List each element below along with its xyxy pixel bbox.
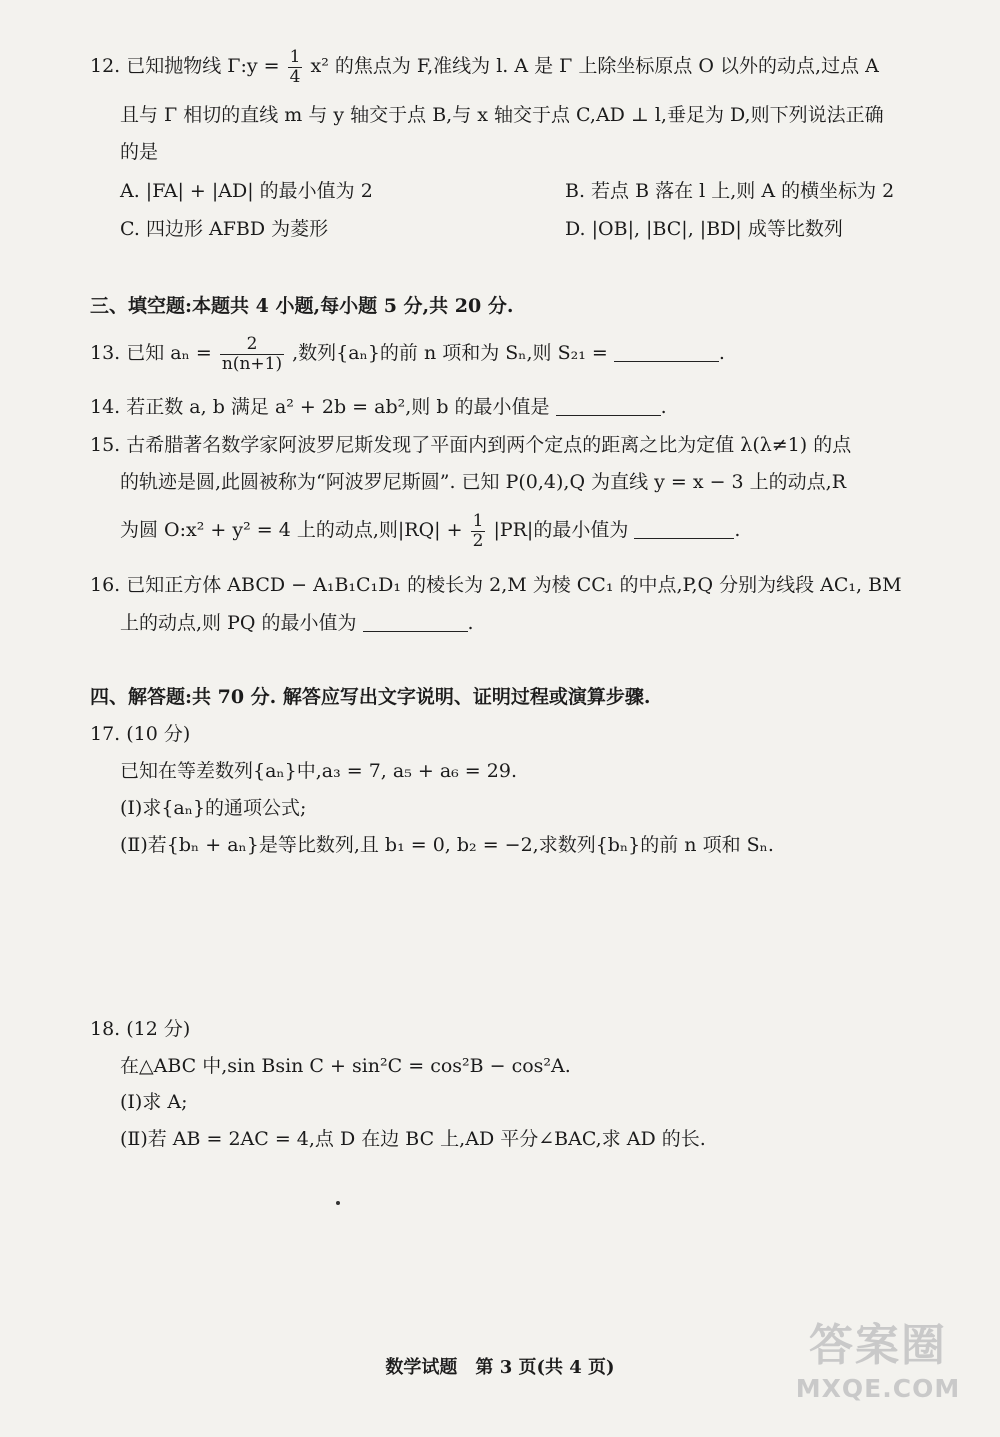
q12-frac-num: 1 [289,47,301,67]
page-footer: 数学试题 第 3 页(共 4 页) [385,1357,615,1378]
q12-option-d: D. |OB|, |BC|, |BD| 成等比数列 [565,218,843,240]
q15-frac-den: 2 [472,530,484,551]
q18-part-2: (Ⅱ)若 AB = 2AC = 4,点 D 在边 BC 上,AD 平分∠BAC,求 AD 的长. [120,1128,706,1150]
q16-line-1: 16. 已知正方体 ABCD − A₁B₁C₁D₁ 的棱长为 2,M 为棱 CC₁ 的中点,P,Q 分别为线段 AC₁, BM [90,574,902,596]
q14-line [90,398,667,417]
watermark-logo-text: 答案圈 [809,1320,947,1371]
q16-line-2 [120,614,474,633]
q18-part-1: (Ⅰ)求 A; [120,1091,188,1113]
q16-end: . [467,612,474,634]
q14-end: . [660,396,667,418]
q13-end: . [718,342,725,365]
q17-stem: 已知在等差数列{aₙ}中,a₃ = 7, a₅ + a₆ = 29. [120,760,517,782]
q18-stem: 在△ABC 中,sin Bsin C + sin²C = cos²B − cos²A. [120,1055,571,1077]
q12-line-1 [90,48,879,86]
q17-heading: 17. (10 分) [90,723,191,745]
q12-text-a: 12. 已知抛物线 Γ:y = [90,55,280,78]
q18-heading: 18. (12 分) [90,1018,191,1040]
q12-option-c: C. 四边形 AFBD 为菱形 [120,218,329,240]
q13-text-b: ,数列{aₙ}的前 n 项和为 Sₙ,则 S₂₁ = [292,342,608,365]
q14-text: 14. 若正数 a, b 满足 a² + 2b = ab²,则 b 的最小值是 [90,396,550,418]
q13-line [90,335,725,373]
q12-frac-den: 4 [289,66,301,87]
section-4-heading: 四、解答题:共 70 分. 解答应写出文字说明、证明过程或演算步骤. [90,686,651,708]
q15-text-b: |PR|的最小值为 [493,519,629,542]
q15-end: . [734,519,741,542]
q14-answer-blank[interactable] [556,415,661,416]
stray-dot [336,1201,340,1205]
section-3-heading: 三、填空题:本题共 4 小题,每小题 5 分,共 20 分. [90,295,514,317]
q13-answer-blank[interactable] [614,361,719,362]
q13-frac-den: n(n+1) [221,353,283,374]
q12-text-b: x² 的焦点为 F,准线为 l. A 是 Γ 上除坐标原点 O 以外的动点,过点 A [310,55,879,78]
q15-fraction [471,512,486,550]
q15-line-1: 15. 古希腊著名数学家阿波罗尼斯发现了平面内到两个定点的距离之比为定值 λ(λ≠1) 的点 [90,434,852,456]
q12-option-b: B. 若点 B 落在 l 上,则 A 的横坐标为 2 [565,180,895,202]
q15-answer-blank[interactable] [634,538,734,539]
q15-text-a: 为圆 O:x² + y² = 4 上的动点,则|RQ| + [120,519,463,542]
q13-frac-num: 2 [246,334,258,354]
watermark-logo [778,1320,978,1419]
watermark-url: MXQE.COM [795,1374,961,1403]
q17-part-2: (Ⅱ)若{bₙ + aₙ}是等比数列,且 b₁ = 0, b₂ = −2,求数列{bₙ}的前 n 项和 Sₙ. [120,834,774,856]
q13-text-a: 13. 已知 aₙ = [90,342,212,365]
q15-line-2: 的轨迹是圆,此圆被称为“阿波罗尼斯圆”. 已知 P(0,4),Q 为直线 y = x − 3 上的动点,R [120,471,847,493]
q12-option-a: A. |FA| + |AD| 的最小值为 2 [120,180,373,202]
q12-line-2: 且与 Γ 相切的直线 m 与 y 轴交于点 B,与 x 轴交于点 C,AD ⊥ l,垂足为 D,则下列说法正确 [120,104,884,126]
q15-frac-num: 1 [472,511,484,531]
q12-line-3: 的是 [120,141,159,163]
q13-fraction [220,335,284,373]
q17-part-1: (Ⅰ)求{aₙ}的通项公式; [120,797,307,819]
q16-answer-blank[interactable] [363,631,468,632]
q16-text: 上的动点,则 PQ 的最小值为 [120,612,357,634]
q15-line-3 [120,512,740,550]
q12-fraction [288,48,303,86]
